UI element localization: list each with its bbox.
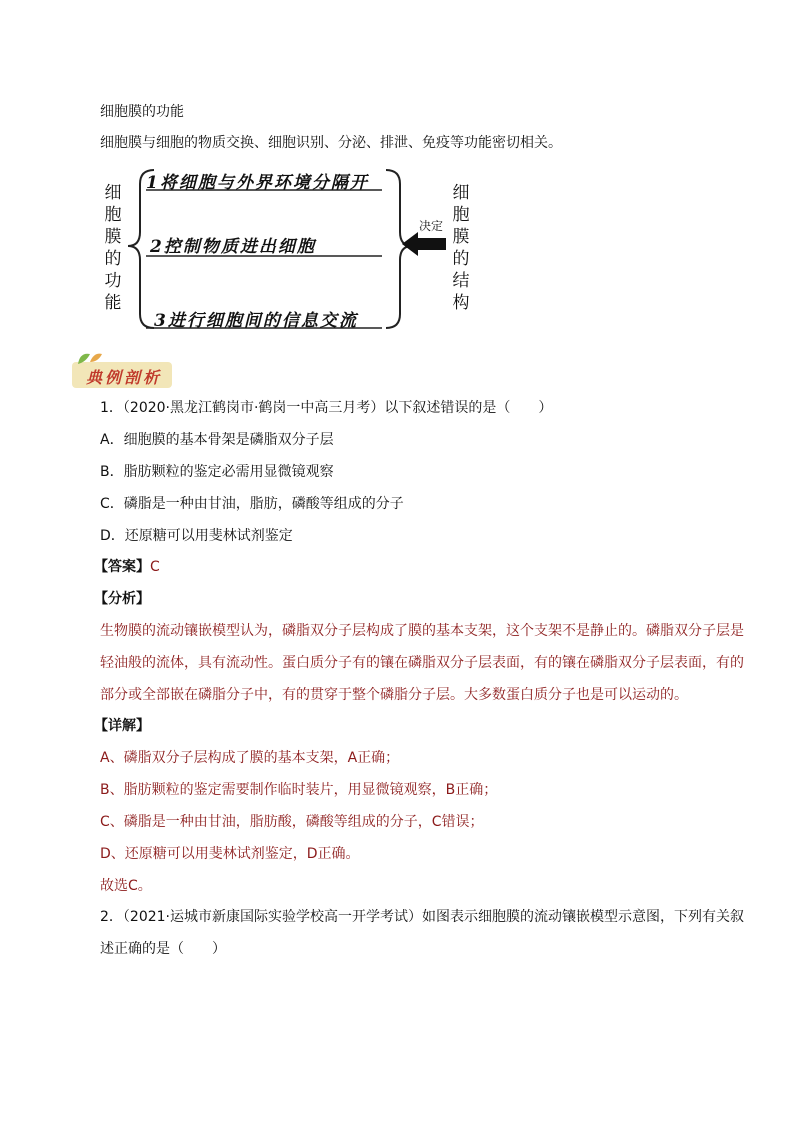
q1-option-b: B．脂肪颗粒的鉴定必需用显微镜观察 [100,464,334,480]
analysis-line-3: 部分或全部嵌在磷脂分子中，有的贯穿于整个磷脂分子层。大多数蛋白质分子也是可以运动的。 [100,687,688,703]
answer-value: C [150,559,160,575]
diagram-item-3: 3进行细胞间的信息交流 [154,311,358,331]
q2-stem-line-1: 2．（2021·运城市新康国际实验学校高一开学考试）如图表示细胞膜的流动镶嵌模型示意图，下列有关叙 [100,909,744,925]
analysis-label: 【分析】 [94,591,150,607]
right-brace [386,170,412,328]
detail-line-a: A、磷脂双分子层构成了膜的基本支架，A正确； [100,750,400,766]
left-vertical-label: 细 胞 膜 的 功 能 [104,183,122,313]
analysis-line-1: 生物膜的流动镶嵌模型认为，磷脂双分子层构成了膜的基本支架，这个支架不是静止的。磷脂双分子层是 [100,623,744,639]
badge-text: 典例剖析 [86,368,163,387]
section-title: 细胞膜的功能 [100,104,184,120]
q1-stem: 1．（2020·黑龙江鹤岗市·鹤岗一中高三月考）以下叙述错误的是（ ） [100,400,553,416]
arrow-label: 决定 [419,219,444,233]
detail-line-b: B、脂肪颗粒的鉴定需要制作临时装片，用显微镜观察，B正确； [100,782,498,798]
detail-label: 【详解】 [94,718,150,734]
q1-conclusion: 故选C。 [100,878,152,894]
right-vertical-label: 细 胞 膜 的 结 构 [452,183,470,313]
q1-option-d: D．还原糖可以用斐林试剂鉴定 [100,528,293,544]
detail-line-d: D、还原糖可以用斐林试剂鉴定，D正确。 [100,846,360,862]
section-intro: 细胞膜与细胞的物质交换、细胞识别、分泌、排泄、免疫等功能密切相关。 [100,135,562,151]
membrane-function-diagram [96,164,496,334]
arrow-icon [402,232,446,256]
q1-option-a: A．细胞膜的基本骨架是磷脂双分子层 [100,432,334,448]
answer-label: 【答案】 [94,559,150,575]
detail-line-c: C、磷脂是一种由甘油，脂肪酸，磷酸等组成的分子，C错误； [100,814,484,830]
q1-answer [94,557,160,577]
q1-option-c: C．磷脂是一种由甘油，脂肪，磷酸等组成的分子 [100,496,404,512]
analysis-line-2: 轻油般的流体，具有流动性。蛋白质分子有的镶在磷脂双分子层表面，有的镶在磷脂双分子层表面，有的 [100,655,744,671]
diagram-item-1: 1将细胞与外界环境分隔开 [146,173,369,193]
q2-stem-line-2: 述正确的是（ ） [100,941,226,957]
example-analysis-badge [72,354,172,388]
diagram-item-2: 2控制物质进出细胞 [150,237,316,257]
